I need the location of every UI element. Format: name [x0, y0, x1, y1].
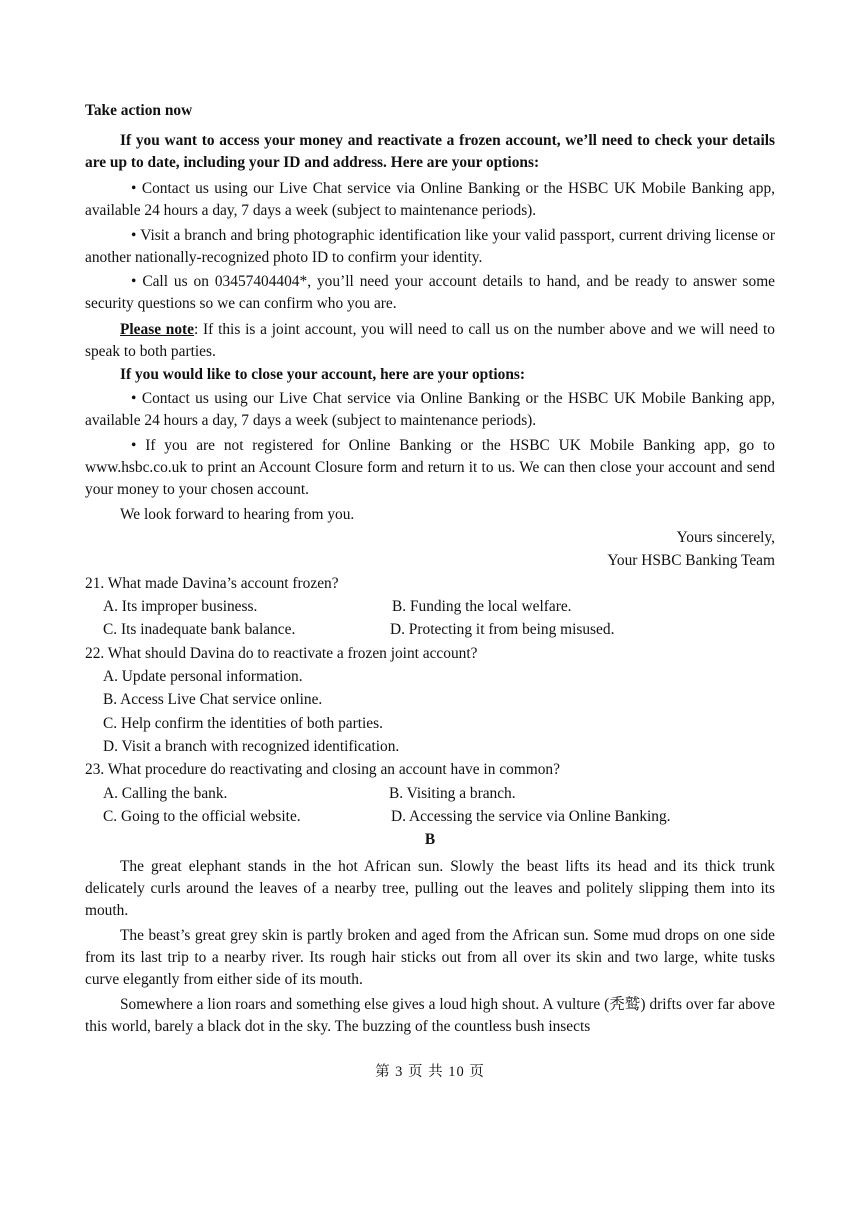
question-21-option-a: A. Its improper business. [103, 598, 258, 615]
reactivate-option-2: • Visit a branch and bring photographic identification like your valid passport, current driving license or another nationally-recognized photo ID to confirm your identity. [85, 227, 775, 266]
question-23-option-a: A. Calling the bank. [103, 785, 228, 802]
close-heading: If you would like to close your account, here are your options: [120, 366, 526, 383]
close-option-2: • If you are not registered for Online Banking or the HSBC UK Mobile Banking app, go to www.hsbc.co.uk to print an Account Closure form and return it to us. We can then close your account and send your money to your chosen account. [85, 437, 775, 498]
question-22-option-b: B. Access Live Chat service online. [103, 691, 323, 708]
question-23-option-c: C. Going to the official website. [103, 808, 301, 825]
reactivate-option-1: • Contact us using our Live Chat service via Online Banking or the HSBC UK Mobile Banking app, available 24 hours a day, 7 days a week (subject to maintenance periods). [85, 180, 775, 219]
question-23-option-d: D. Accessing the service via Online Banking. [391, 808, 671, 825]
question-23-stem: 23. What procedure do reactivating and closing an account have in common? [85, 761, 560, 778]
section-b-label: B [424, 831, 436, 848]
passage-paragraph-3: Somewhere a lion roars and something else gives a loud high shout. A vulture (秃鹫) drifts over far above this world, barely a black dot in the sky. The buzzing of the countless bush insects [85, 996, 775, 1035]
question-22-option-d: D. Visit a branch with recognized identification. [103, 738, 400, 755]
question-21-option-b: B. Funding the local welfare. [392, 598, 572, 615]
question-22-option-c: C. Help confirm the identities of both parties. [103, 715, 383, 732]
note-label: Please note [120, 321, 195, 338]
section-heading: Take action now [85, 102, 193, 119]
close-option-1: • Contact us using our Live Chat service via Online Banking or the HSBC UK Mobile Banking app, available 24 hours a day, 7 days a week (subject to maintenance periods). [85, 390, 775, 429]
reactivate-option-3: • Call us on 03457404404*, you’ll need your account details to hand, and be ready to answer some security questions so we can confirm who you are. [85, 273, 775, 312]
sign-off: Yours sincerely, [676, 529, 775, 546]
note-text: : If this is a joint account, you will need to call us on the number above and we will need to speak to both parties. [85, 321, 775, 360]
question-21-stem: 21. What made Davina’s account frozen? [85, 575, 339, 592]
question-21-option-c: C. Its inadequate bank balance. [103, 621, 296, 638]
passage-paragraph-1: The great elephant stands in the hot African sun. Slowly the beast lifts its head and its thick trunk delicately curls around the leaves of a nearby tree, pulling out the leaves and politely slipping them into its mouth. [85, 858, 775, 919]
passage-paragraph-2: The beast’s great grey skin is partly broken and aged from the African sun. Some mud drops on one side from its last trip to a nearby river. Its rough hair sticks out from all over its skin and two large, white tusks curve elegantly from either side of its mouth. [85, 927, 775, 988]
page-footer: 第 3 页 共 10 页 [375, 1064, 485, 1080]
note-paragraph [85, 319, 775, 363]
question-21-option-d: D. Protecting it from being misused. [390, 621, 615, 638]
question-22-option-a: A. Update personal information. [103, 668, 303, 685]
question-22-stem: 22. What should Davina do to reactivate a frozen joint account? [85, 645, 478, 662]
question-23-option-b: B. Visiting a branch. [389, 785, 516, 802]
closing-line: We look forward to hearing from you. [120, 506, 355, 523]
signature: Your HSBC Banking Team [607, 552, 775, 569]
intro-paragraph: If you want to access your money and reactivate a frozen account, we’ll need to check your details are up to date, including your ID and address. Here are your options: [85, 132, 775, 171]
